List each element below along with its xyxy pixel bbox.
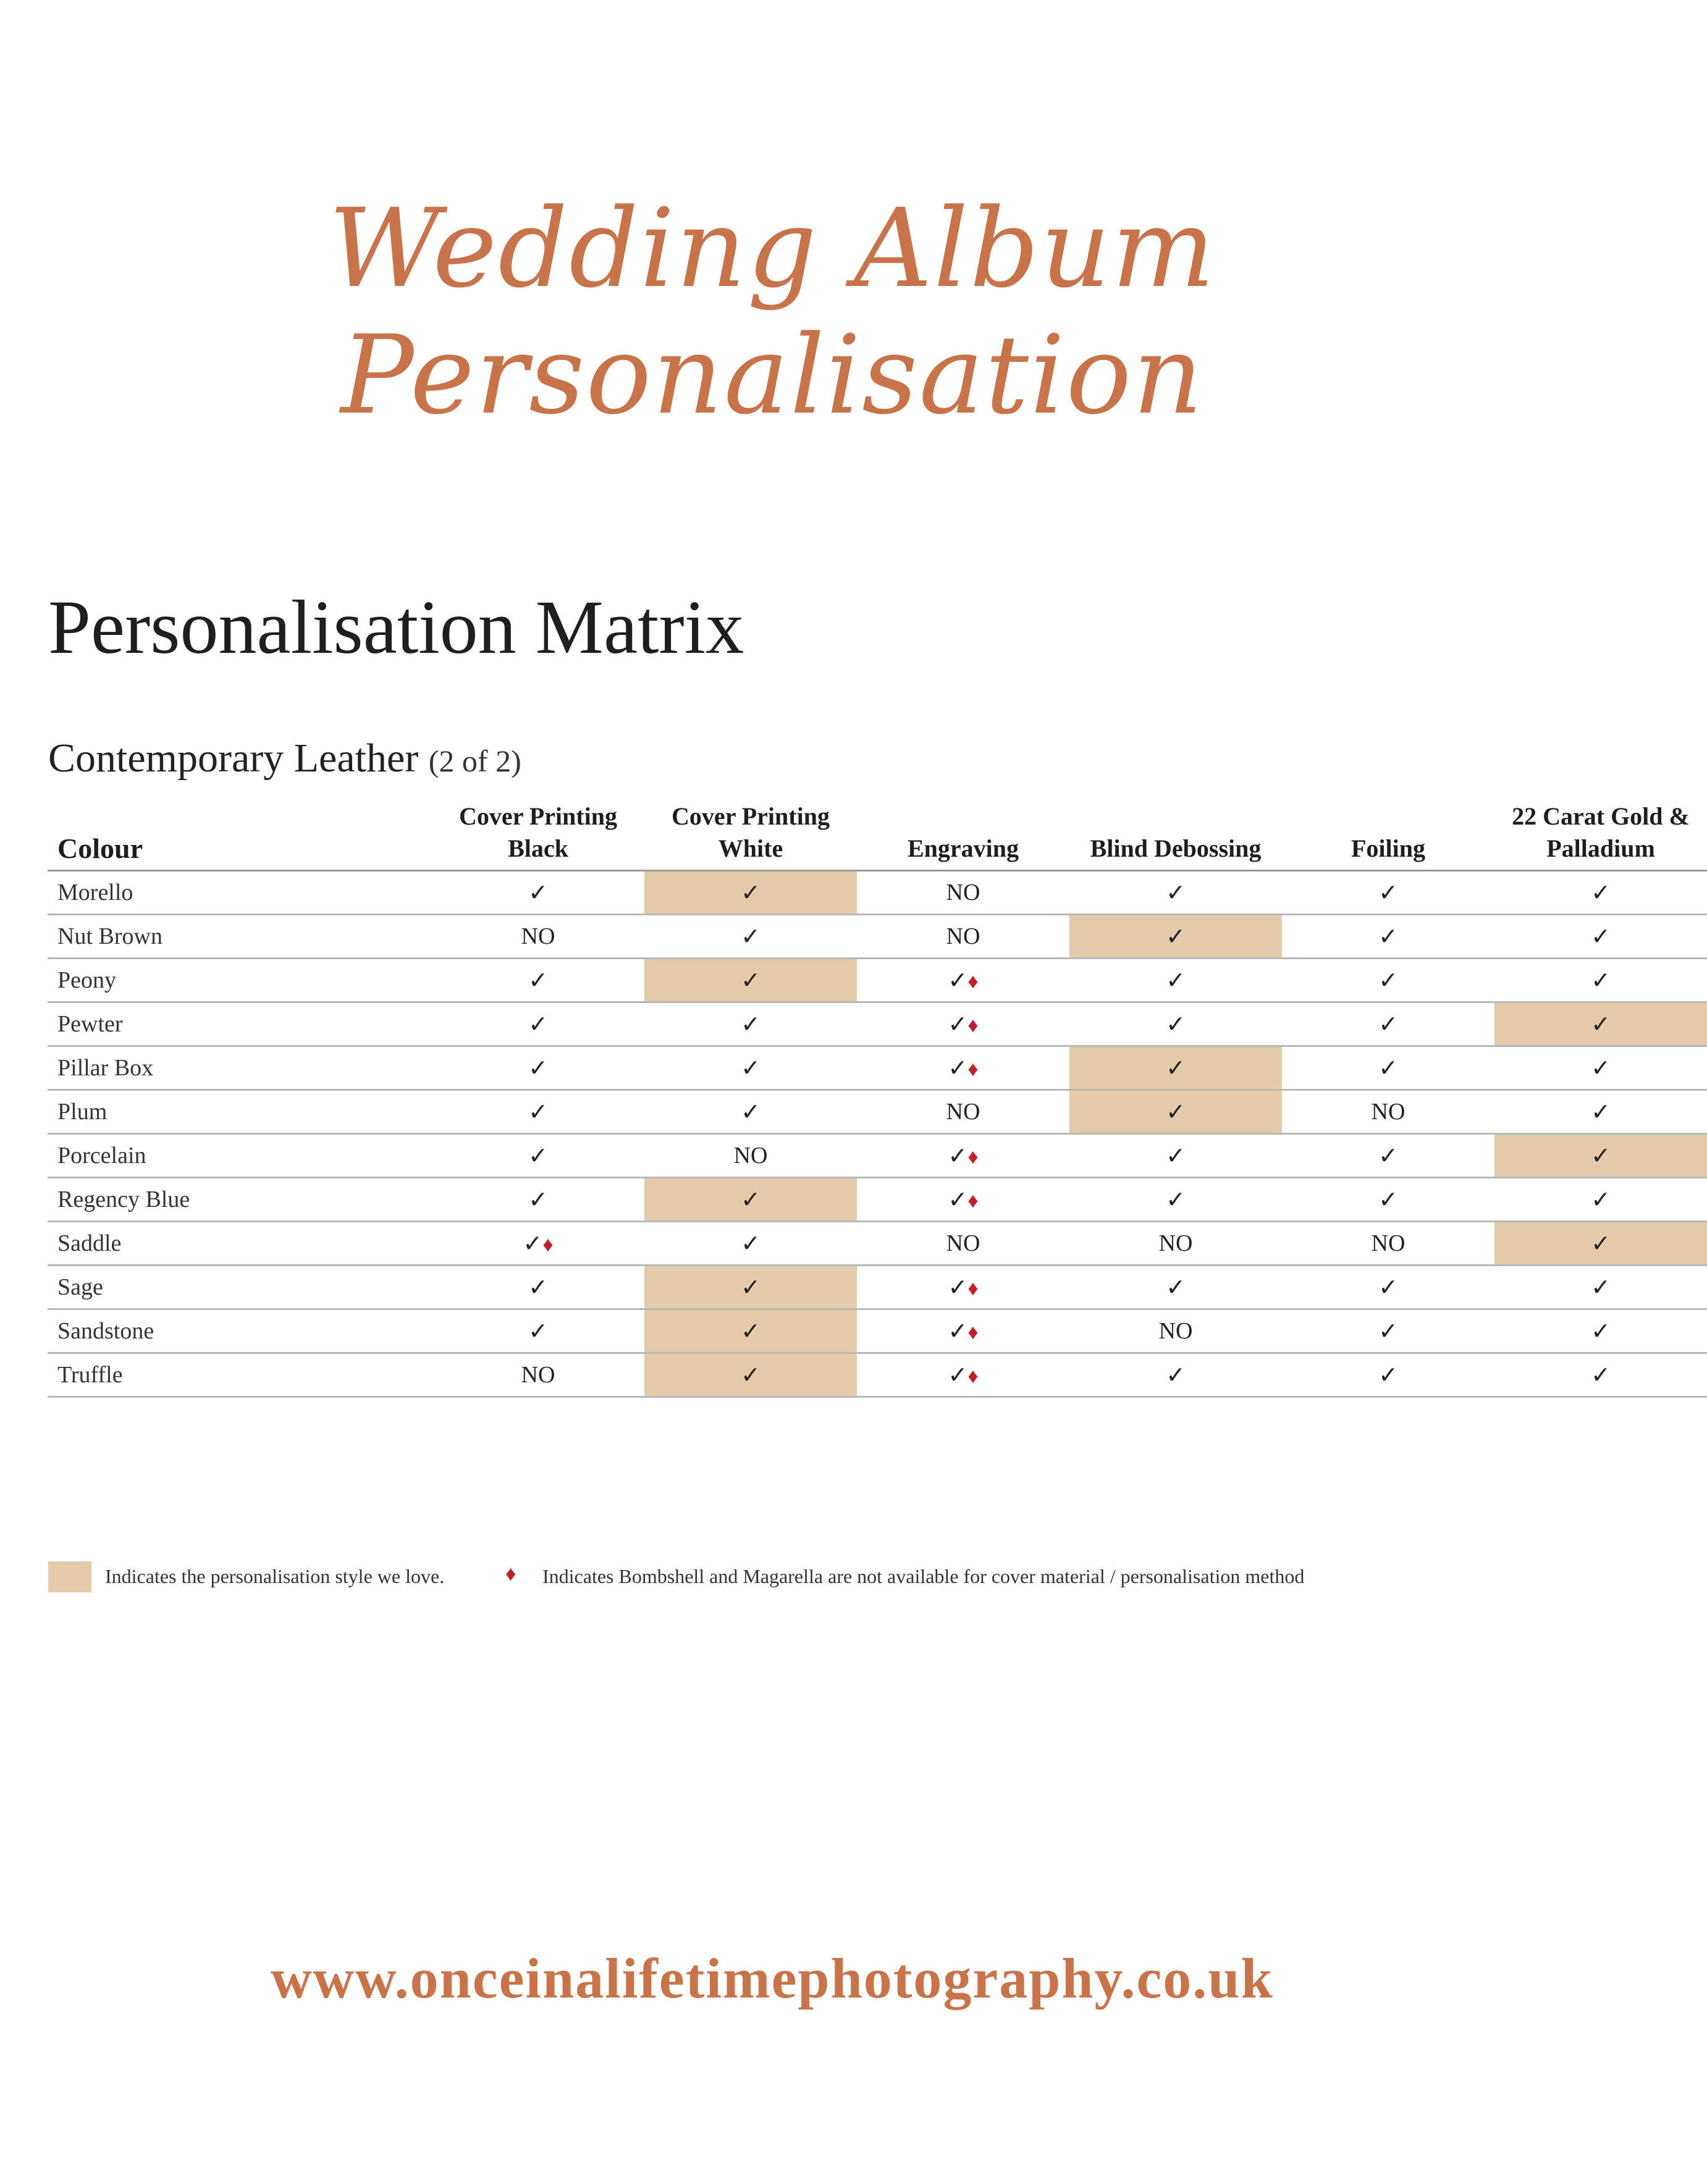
check-icon: ✓ <box>1378 1143 1398 1169</box>
table-cell <box>1282 871 1494 915</box>
personalisation-matrix-table <box>48 797 1707 1398</box>
table-row <box>48 1178 1707 1222</box>
check-icon: ✓ <box>1378 880 1398 906</box>
table-row <box>48 871 1707 915</box>
diamond-icon: ♦ <box>967 1057 979 1081</box>
table-cell <box>644 1309 857 1353</box>
column-header-line2: Engraving <box>907 834 1019 862</box>
check-icon: ✓ <box>528 1055 548 1082</box>
check-icon: ✓ <box>528 1274 548 1301</box>
column-header-line1: 22 Carat Gold & <box>1512 802 1690 830</box>
table-cell <box>432 1178 644 1222</box>
column-header-line1: Cover Printing <box>672 802 830 830</box>
check-icon: ✓ <box>528 1011 548 1038</box>
row-colour-name: Nut Brown <box>48 915 432 959</box>
check-icon: ✓ <box>741 1318 761 1345</box>
check-icon: ✓ <box>741 1011 761 1038</box>
check-icon: ✓ <box>1166 923 1186 950</box>
check-icon: ✓ <box>1591 1055 1611 1082</box>
table-cell <box>857 1090 1069 1134</box>
check-icon: ✓ <box>1591 1186 1611 1213</box>
row-colour-name: Truffle <box>48 1353 432 1397</box>
diamond-icon: ♦ <box>505 1563 516 1586</box>
row-colour-name: Regency Blue <box>48 1178 432 1222</box>
table-cell <box>432 1309 644 1353</box>
table-cell <box>644 1002 857 1046</box>
website-link[interactable]: www.onceinalifetimephotography.co.uk <box>271 1947 1274 2010</box>
check-icon: ✓ <box>948 1186 968 1213</box>
table-cell <box>1494 1309 1707 1353</box>
diamond-icon: ♦ <box>967 1145 979 1169</box>
check-icon: ✓ <box>1591 1318 1611 1345</box>
section-title <box>48 735 521 782</box>
table-cell <box>1069 1266 1282 1309</box>
column-header-line2: Palladium <box>1546 834 1655 862</box>
table-cell <box>1282 1046 1494 1090</box>
table-cell <box>432 1134 644 1178</box>
column-header <box>1282 797 1494 871</box>
diamond-icon: ♦ <box>967 1014 979 1037</box>
check-icon: ✓ <box>741 967 761 994</box>
table-row <box>48 1309 1707 1353</box>
check-icon: ✓ <box>528 1318 548 1345</box>
check-icon: ✓ <box>948 1011 968 1038</box>
check-icon: ✓ <box>528 1099 548 1125</box>
no-value: NO <box>1158 1230 1193 1256</box>
table-cell <box>432 1090 644 1134</box>
check-icon: ✓ <box>741 1362 761 1388</box>
check-icon: ✓ <box>1166 1362 1186 1388</box>
table-cell <box>1494 1046 1707 1090</box>
diamond-icon: ♦ <box>967 970 979 993</box>
table-cell <box>1282 915 1494 959</box>
no-value: NO <box>1371 1230 1406 1256</box>
row-colour-name: Saddle <box>48 1222 432 1266</box>
column-header <box>432 797 644 871</box>
table-cell <box>644 1266 857 1309</box>
table-row <box>48 1353 1707 1397</box>
table-cell <box>1494 1090 1707 1134</box>
no-value: NO <box>946 1230 980 1256</box>
table-body <box>48 871 1707 1397</box>
table-cell <box>1069 871 1282 915</box>
table-cell <box>1069 1134 1282 1178</box>
table-cell <box>1069 1309 1282 1353</box>
no-value: NO <box>1158 1318 1193 1344</box>
table-cell <box>857 1309 1069 1353</box>
check-icon: ✓ <box>1591 967 1611 994</box>
table-cell <box>644 1222 857 1266</box>
diamond-icon: ♦ <box>967 1277 979 1300</box>
script-title: Wedding Album Personalisation <box>328 185 1216 439</box>
table-cell <box>644 959 857 1002</box>
table-cell <box>432 1222 644 1266</box>
column-header-line2: White <box>718 834 783 862</box>
table-cell <box>432 871 644 915</box>
table-cell <box>432 1353 644 1397</box>
no-value: NO <box>946 1099 980 1125</box>
table-cell <box>1069 959 1282 1002</box>
table-cell <box>1494 1134 1707 1178</box>
table-cell <box>1282 959 1494 1002</box>
table-cell <box>857 1178 1069 1222</box>
legend-highlight-text: Indicates the personalisation style we love. <box>105 1565 445 1587</box>
row-colour-name: Morello <box>48 871 432 915</box>
legend-diamond-text: Indicates Bombshell and Magarella are not available for cover material / personalisation method <box>542 1565 1305 1587</box>
table-cell <box>857 959 1069 1002</box>
table-cell <box>1282 1090 1494 1134</box>
check-icon: ✓ <box>1591 880 1611 906</box>
column-header-colour: Colour <box>48 797 432 871</box>
check-icon: ✓ <box>528 1186 548 1213</box>
row-colour-name: Peony <box>48 959 432 1002</box>
check-icon: ✓ <box>741 1055 761 1082</box>
check-icon: ✓ <box>1378 967 1398 994</box>
check-icon: ✓ <box>1378 923 1398 950</box>
diamond-icon: ♦ <box>542 1233 554 1256</box>
check-icon: ✓ <box>1591 1362 1611 1388</box>
check-icon: ✓ <box>1166 967 1186 994</box>
page-title: Personalisation Matrix <box>48 585 744 670</box>
column-header <box>1494 797 1707 871</box>
table-cell <box>1069 1002 1282 1046</box>
table-cell <box>1069 1046 1282 1090</box>
table-row <box>48 959 1707 1002</box>
column-header-line2: Foiling <box>1351 834 1426 862</box>
column-header-line1: Cover Printing <box>459 802 617 830</box>
table-row <box>48 1002 1707 1046</box>
table-cell <box>857 1222 1069 1266</box>
column-header-line2: Black <box>508 834 568 862</box>
table-cell <box>857 915 1069 959</box>
table-cell <box>857 1134 1069 1178</box>
table-cell <box>432 1002 644 1046</box>
table-cell <box>644 1046 857 1090</box>
column-header <box>644 797 857 871</box>
diamond-icon: ♦ <box>967 1364 979 1388</box>
highlight-swatch <box>48 1561 91 1592</box>
check-icon: ✓ <box>1591 1230 1611 1257</box>
check-icon: ✓ <box>1166 1274 1186 1301</box>
check-icon: ✓ <box>1591 1011 1611 1038</box>
table-cell <box>857 1353 1069 1397</box>
check-icon: ✓ <box>741 1230 761 1257</box>
no-value: NO <box>733 1143 768 1169</box>
table-cell <box>1282 1134 1494 1178</box>
check-icon: ✓ <box>528 967 548 994</box>
check-icon: ✓ <box>528 1143 548 1169</box>
table-row <box>48 1134 1707 1178</box>
table-cell <box>857 1002 1069 1046</box>
check-icon: ✓ <box>1378 1186 1398 1213</box>
row-colour-name: Porcelain <box>48 1134 432 1178</box>
no-value: NO <box>521 1362 555 1388</box>
no-value: NO <box>946 880 980 905</box>
table-cell <box>857 1046 1069 1090</box>
check-icon: ✓ <box>948 967 968 994</box>
no-value: NO <box>946 923 980 949</box>
no-value: NO <box>521 923 555 949</box>
diamond-icon: ♦ <box>967 1189 979 1212</box>
check-icon: ✓ <box>741 1274 761 1301</box>
diamond-icon: ♦ <box>967 1321 979 1344</box>
table-cell <box>644 1134 857 1178</box>
table-row <box>48 1266 1707 1309</box>
table-header-row <box>48 797 1707 871</box>
table-cell <box>1494 1266 1707 1309</box>
table-cell <box>1282 1222 1494 1266</box>
table-row <box>48 1090 1707 1134</box>
table-cell <box>432 1266 644 1309</box>
table-row <box>48 1222 1707 1266</box>
row-colour-name: Sage <box>48 1266 432 1309</box>
check-icon: ✓ <box>741 880 761 906</box>
table-cell <box>644 1090 857 1134</box>
table-row <box>48 915 1707 959</box>
column-header-line2: Blind Debossing <box>1090 834 1262 862</box>
table-cell <box>1282 1002 1494 1046</box>
table-cell <box>1282 1309 1494 1353</box>
table-cell <box>644 1178 857 1222</box>
check-icon: ✓ <box>948 1143 968 1169</box>
table-cell <box>644 1353 857 1397</box>
check-icon: ✓ <box>1591 923 1611 950</box>
legend <box>48 1561 1469 1594</box>
table-cell <box>1494 959 1707 1002</box>
check-icon: ✓ <box>741 923 761 950</box>
check-icon: ✓ <box>1378 1362 1398 1388</box>
check-icon: ✓ <box>948 1318 968 1345</box>
check-icon: ✓ <box>948 1362 968 1388</box>
row-colour-name: Pewter <box>48 1002 432 1046</box>
check-icon: ✓ <box>1591 1274 1611 1301</box>
check-icon: ✓ <box>1591 1099 1611 1125</box>
table-cell <box>1069 1178 1282 1222</box>
check-icon: ✓ <box>741 1186 761 1213</box>
table-cell <box>432 959 644 1002</box>
table-cell <box>1282 1353 1494 1397</box>
table-cell <box>1282 1178 1494 1222</box>
table-cell <box>1494 871 1707 915</box>
table-cell <box>1494 1178 1707 1222</box>
check-icon: ✓ <box>741 1099 761 1125</box>
no-value: NO <box>1371 1099 1406 1125</box>
check-icon: ✓ <box>528 880 548 906</box>
check-icon: ✓ <box>1166 1055 1186 1082</box>
table-cell <box>644 915 857 959</box>
table-cell <box>1069 1090 1282 1134</box>
table-cell <box>1069 1353 1282 1397</box>
check-icon: ✓ <box>1166 1186 1186 1213</box>
table-cell <box>1282 1266 1494 1309</box>
check-icon: ✓ <box>1591 1143 1611 1169</box>
check-icon: ✓ <box>948 1274 968 1301</box>
table-cell <box>857 871 1069 915</box>
table-cell <box>432 1046 644 1090</box>
row-colour-name: Sandstone <box>48 1309 432 1353</box>
check-icon: ✓ <box>1166 880 1186 906</box>
column-header <box>857 797 1069 871</box>
check-icon: ✓ <box>1378 1055 1398 1082</box>
check-icon: ✓ <box>1378 1318 1398 1345</box>
row-colour-name: Plum <box>48 1090 432 1134</box>
table-cell <box>1494 915 1707 959</box>
table-cell <box>1494 1002 1707 1046</box>
table-cell <box>1494 1222 1707 1266</box>
table-cell <box>1069 915 1282 959</box>
table-cell <box>1494 1353 1707 1397</box>
check-icon: ✓ <box>948 1055 968 1082</box>
check-icon: ✓ <box>1166 1099 1186 1125</box>
table-cell <box>644 871 857 915</box>
table-row <box>48 1046 1707 1090</box>
table-cell <box>432 915 644 959</box>
table-cell <box>857 1266 1069 1309</box>
check-icon: ✓ <box>523 1230 543 1257</box>
check-icon: ✓ <box>1166 1011 1186 1038</box>
check-icon: ✓ <box>1166 1143 1186 1169</box>
check-icon: ✓ <box>1378 1274 1398 1301</box>
section-title-main: Contemporary Leather <box>48 736 419 781</box>
row-colour-name: Pillar Box <box>48 1046 432 1090</box>
check-icon: ✓ <box>1378 1011 1398 1038</box>
column-header <box>1069 797 1282 871</box>
table-cell <box>1069 1222 1282 1266</box>
section-title-sub: (2 of 2) <box>428 744 521 778</box>
